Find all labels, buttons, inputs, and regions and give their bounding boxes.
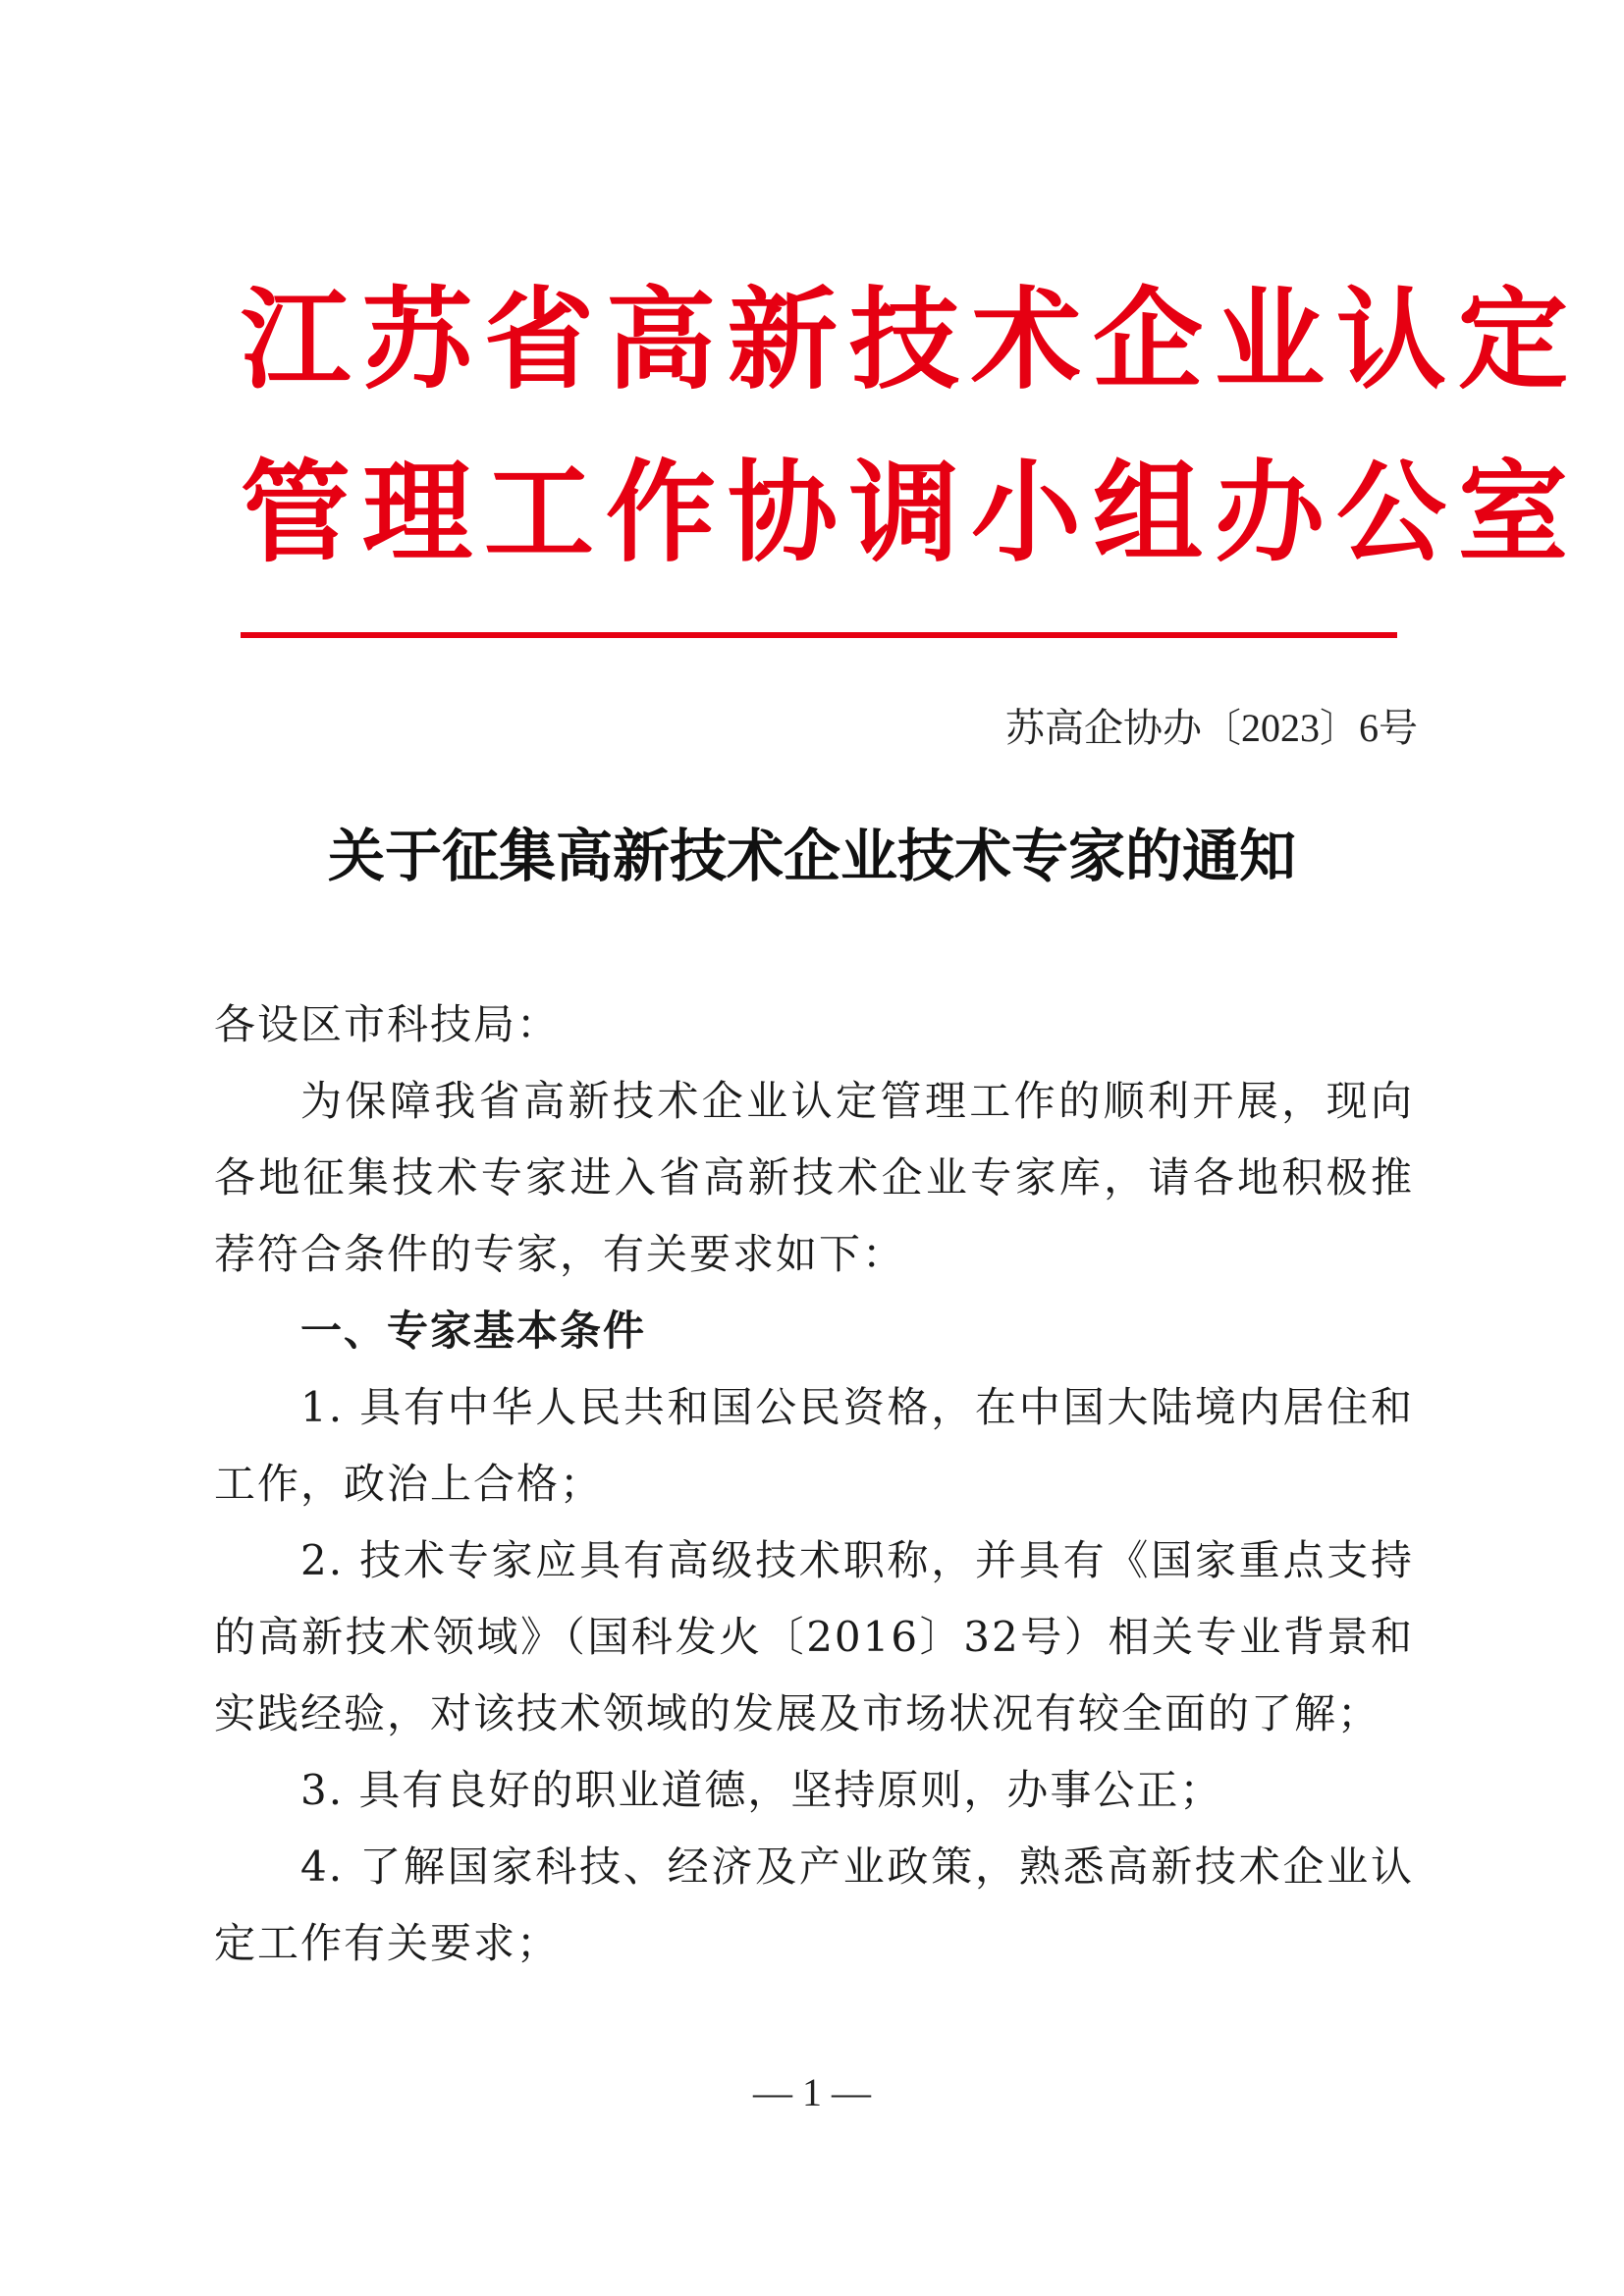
red-divider-rule	[241, 632, 1397, 638]
section-heading: 一、专家基本条件	[300, 1307, 647, 1355]
intro-paragraph: 为保障我省高新技术企业认定管理工作的顺利开展，现向各地征集技术专家进入省高新技术企业专家库，请各地积极推荐符合条件的专家，有关要求如下：	[214, 1077, 1414, 1278]
salutation: 各设区市科技局：	[214, 1000, 561, 1048]
document-number: 苏高企协办〔2023〕6号	[1005, 706, 1418, 750]
condition-item-3: 3. 具有良好的职业道德，坚持原则，办事公正；	[300, 1766, 1223, 1814]
issuer-header-line-1: 江苏省高新技术企业认定	[241, 276, 1580, 404]
condition-item-4: 4. 了解国家科技、经济及产业政策，熟悉高新技术企业认定工作有关要求；	[214, 1842, 1414, 1967]
condition-item-1: 1. 具有中华人民共和国公民资格，在中国大陆境内居住和工作，政治上合格；	[214, 1383, 1414, 1508]
condition-item-2: 2. 技术专家应具有高级技术职称，并具有《国家重点支持的高新技术领域》（国科发火〔2016〕32号）相关专业背景和实践经验，对该技术领域的发展及市场状况有较全面的了解；	[214, 1536, 1414, 1737]
document-title: 关于征集高新技术企业技术专家的通知	[327, 823, 1296, 889]
page-number: — 1 —	[753, 2070, 871, 2114]
issuer-header-line-2: 管理工作协调小组办公室	[241, 449, 1580, 577]
document-body	[214, 987, 1414, 1982]
